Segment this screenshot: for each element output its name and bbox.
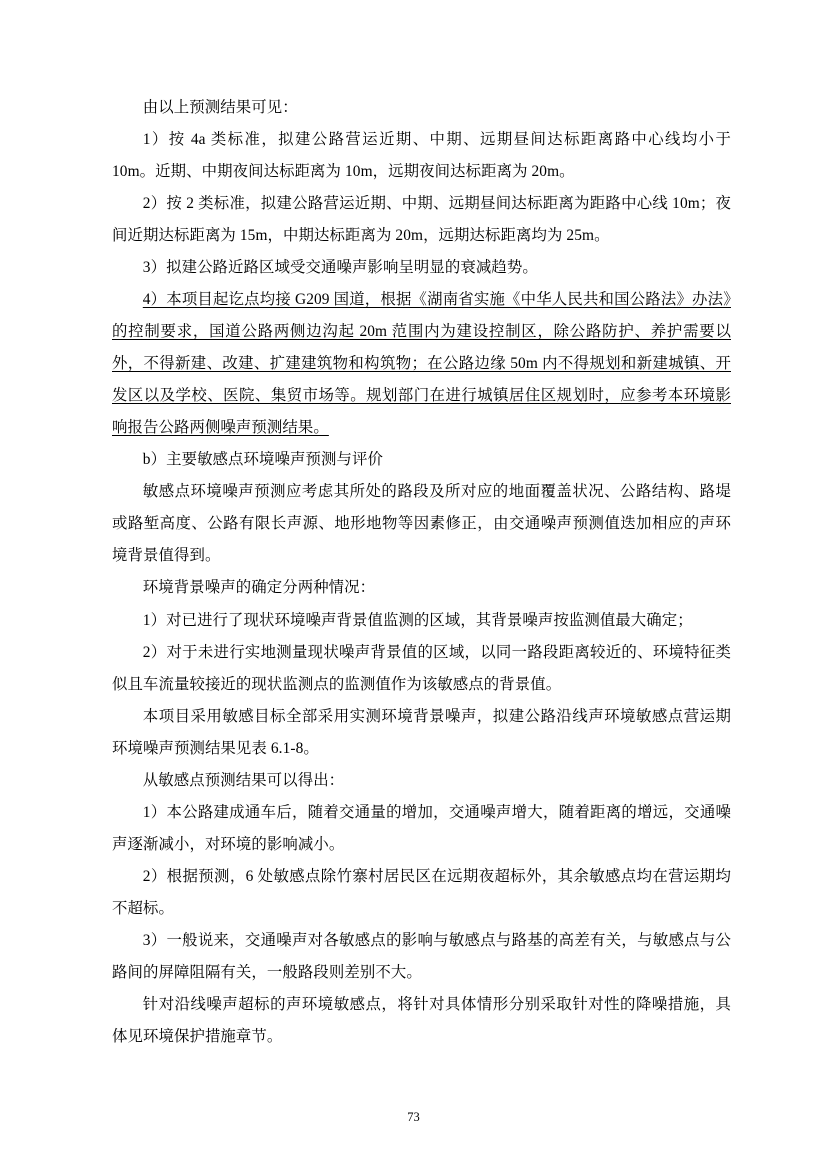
paragraph-conclusion-2: 2）根据预测，6 处敏感点除竹寨村居民区在远期夜超标外，其余敏感点均在营运期均不超标。 xyxy=(112,867,731,917)
paragraph-mitigation-measures: 针对沿线噪声超标的声环境敏感点，将针对具体情形分别采取针对性的降噪措施，具体见环境保护措施章节。 xyxy=(112,995,731,1045)
paragraph-background-case-2: 2）对于未进行实地测量现状噪声背景值的区域，以同一路段距离较近的、环境特征类似且车流量较接近的现状监测点的监测值作为该敏感点的背景值。 xyxy=(112,643,731,693)
paragraph-conclusions-intro: 从敏感点预测结果可以得出： xyxy=(142,771,345,789)
paragraph-item-1: 1）按 4a 类标准，拟建公路营运近期、中期、远期昼间达标距离路中心线均小于 10m。近期、中期夜间达标距离为 10m，远期夜间达标距离为 20m。 xyxy=(112,131,731,181)
paragraph-sensitive-point-prediction: 敏感点环境噪声预测应考虑其所处的路段及所对应的地面覆盖状况、公路结构、路堤或路堑高度、公路有限长声源、地形地物等因素修正，由交通噪声预测值迭加相应的声环境背景值得到。 xyxy=(112,483,731,565)
paragraph-conclusion-1: 1）本公路建成通车后，随着交通量的增加，交通噪声增大，随着距离的增远，交通噪声逐渐减小，对环境的影响减小。 xyxy=(112,803,731,853)
paragraph-background-case-1: 1）对已进行了现状环境噪声背景值监测的区域，其背景噪声按监测值最大确定； xyxy=(142,611,693,629)
paragraph-item-3: 3）拟建公路近路区域受交通噪声影响呈明显的衰减趋势。 xyxy=(142,259,538,277)
paragraph-intro: 由以上预测结果可见： xyxy=(142,99,298,116)
paragraph-item-2: 2）按 2 类标准，拟建公路营运近期、中期、远期昼间达标距离为距路中心线 10m；夜间近期达标距离为 15m，中期达标距离为 20m，远期达标距离均为 25m。 xyxy=(112,195,731,245)
paragraph-table-reference: 本项目采用敏感目标全部采用实测环境背景噪声，拟建公路沿线声环境敏感点营运期环境噪声预测结果见表 6.1-8。 xyxy=(112,707,731,757)
page-number: 73 xyxy=(407,1110,420,1124)
paragraph-conclusion-3: 3）一般说来，交通噪声对各敏感点的影响与敏感点与路基的高差有关，与敏感点与公路间的屏障阻隔有关，一般路段则差别不大。 xyxy=(112,931,731,981)
paragraph-item-4-underlined: 4）本项目起讫点均接 G209 国道，根据《湖南省实施《中华人民共和国公路法》办法》的控制要求，国道公路两侧边沟起 20m 范围内为建设控制区，除公路防护、养护需要以外，不得新建、改建、扩建建筑物和构筑物；在公路边缘 50m 内不得规划和新建城镇、开发区以及学校、医院、集贸市场等。规划部门在进行城镇居住区规划时，应参考本环境影响报告公路两侧噪声预测结果。 xyxy=(112,291,731,437)
document-body xyxy=(112,92,731,1053)
paragraph-section-b-heading: b）主要敏感点环境噪声预测与评价 xyxy=(142,451,383,469)
paragraph-background-noise-intro: 环境背景噪声的确定分两种情况： xyxy=(142,579,376,597)
